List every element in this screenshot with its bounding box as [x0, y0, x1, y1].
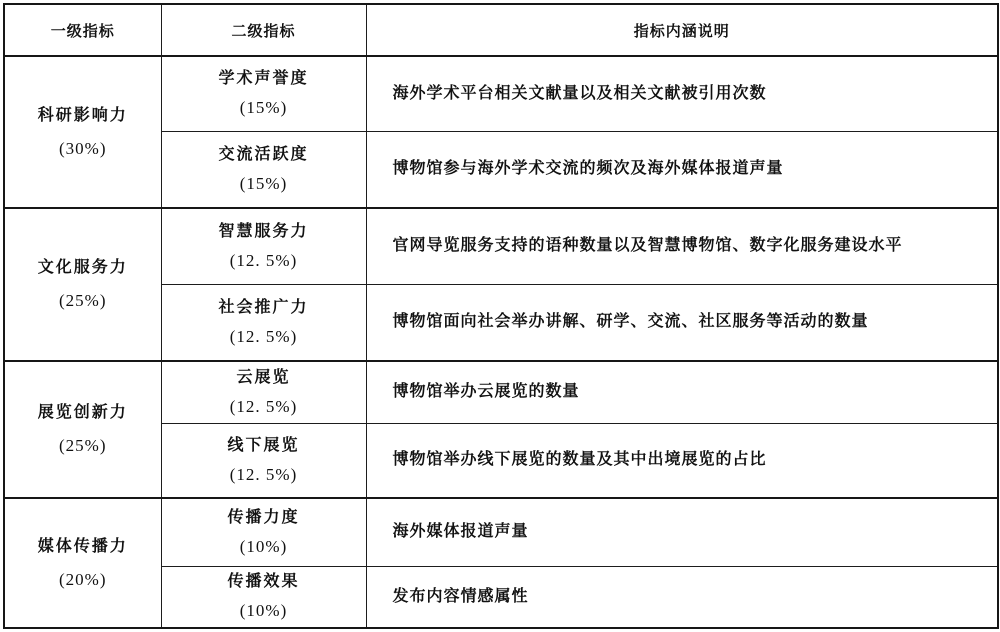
primary-cell-exhibition-innovation: [4, 361, 161, 498]
primary-indicator-weight: (20%): [59, 569, 107, 589]
table-header-row: [4, 4, 998, 56]
primary-cell-media-communication: [4, 498, 161, 628]
description-offline-exhibition: 博物馆举办线下展览的数量及其中出境展览的占比: [366, 423, 998, 498]
secondary-cell-offline-exhibition: [161, 423, 366, 498]
description-online-exhibition: 博物馆举办云展览的数量: [366, 361, 998, 423]
secondary-indicator-name: 学术声誉度: [218, 70, 309, 88]
primary-indicator-name: 媒体传播力: [37, 537, 128, 555]
secondary-indicator-name: 社会推广力: [218, 298, 309, 316]
secondary-indicator-weight: (10%): [239, 536, 288, 556]
secondary-indicator-name: 云展览: [236, 368, 291, 386]
description-social-promotion: 博物馆面向社会举办讲解、研学、交流、社区服务等活动的数量: [366, 284, 998, 361]
secondary-indicator-weight: (10%): [239, 601, 288, 621]
table-row: [4, 56, 998, 131]
header-primary-indicator: 一级指标: [4, 4, 161, 56]
secondary-indicator-weight: (12. 5%): [229, 464, 298, 484]
table-row: [4, 498, 998, 566]
primary-cell-research-influence: [4, 56, 161, 208]
indicator-weight-table: [3, 3, 999, 629]
secondary-cell-social-promotion: [161, 284, 366, 361]
primary-indicator-name: 展览创新力: [37, 404, 128, 421]
primary-indicator-weight: (25%): [59, 436, 107, 455]
secondary-indicator-name: 智慧服务力: [218, 222, 309, 240]
secondary-cell-academic-reputation: [161, 56, 366, 131]
secondary-indicator-weight: (12. 5%): [229, 250, 298, 270]
header-secondary-indicator: 二级指标: [161, 4, 366, 56]
description-exchange-activity: 博物馆参与海外学术交流的频次及海外媒体报道声量: [366, 131, 998, 208]
primary-indicator-name: 科研影响力: [37, 106, 128, 124]
secondary-cell-communication-effect: [161, 566, 366, 628]
secondary-cell-exchange-activity: [161, 131, 366, 208]
table-row: [4, 208, 998, 284]
secondary-indicator-name: 线下展览: [227, 436, 300, 454]
primary-indicator-weight: (30%): [59, 138, 107, 158]
description-communication-strength: 海外媒体报道声量: [366, 498, 998, 566]
table-row: [4, 361, 998, 423]
description-communication-effect: 发布内容情感属性: [366, 566, 998, 628]
description-smart-service: 官网导览服务支持的语种数量以及智慧博物馆、数字化服务建设水平: [366, 208, 998, 284]
description-academic-reputation: 海外学术平台相关文献量以及相关文献被引用次数: [366, 56, 998, 131]
secondary-cell-online-exhibition: [161, 361, 366, 423]
primary-indicator-weight: (25%): [59, 291, 107, 310]
secondary-indicator-weight: (15%): [239, 173, 288, 193]
primary-indicator-name: 文化服务力: [37, 259, 128, 276]
primary-cell-cultural-service: [4, 208, 161, 361]
header-indicator-description: 指标内涵说明: [366, 4, 998, 56]
secondary-indicator-weight: (12. 5%): [229, 326, 298, 346]
secondary-cell-smart-service: [161, 208, 366, 284]
secondary-indicator-weight: (12. 5%): [229, 396, 298, 416]
secondary-indicator-name: 交流活跃度: [218, 145, 309, 163]
secondary-cell-communication-strength: [161, 498, 366, 566]
secondary-indicator-weight: (15%): [239, 98, 288, 118]
secondary-indicator-name: 传播效果: [227, 573, 300, 591]
secondary-indicator-name: 传播力度: [227, 508, 300, 526]
